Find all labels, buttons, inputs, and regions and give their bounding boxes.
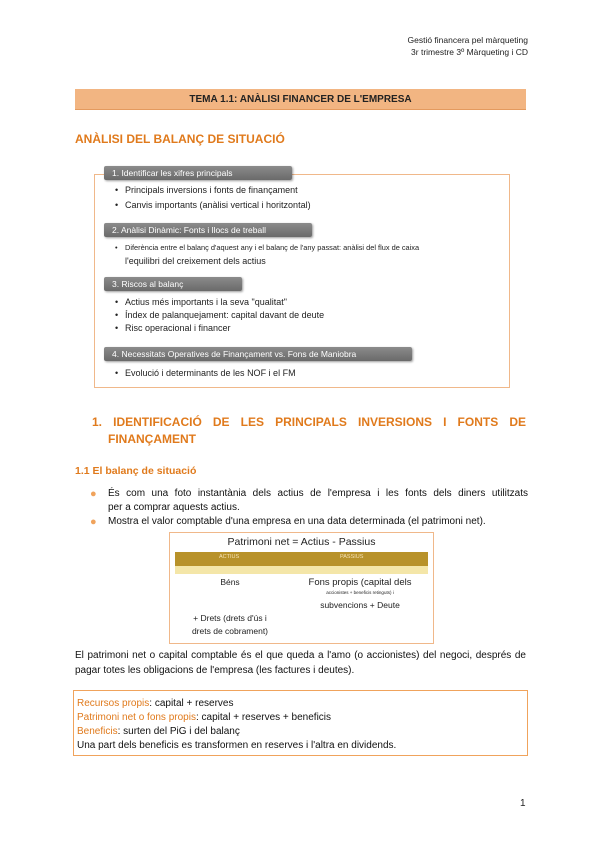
outline-item: • Índex de palanquejament: capital davant de deute — [125, 309, 324, 322]
definition-row — [77, 711, 331, 725]
outline-section-3: 3. Riscos al balanç — [104, 277, 242, 291]
subheading-1-1: 1.1 El balanç de situació — [75, 465, 197, 477]
definition-term: Beneficis — [77, 726, 118, 737]
bullet-text: És com una foto instantània dels actius de l'empresa i les fonts dels diners utilitzats — [108, 488, 528, 499]
heading-1: 1. IDENTIFICACIÓ DE LES PRINCIPALS INVERSIONS I FONTS DE — [92, 415, 526, 429]
bullet-item — [90, 515, 528, 529]
balance-equation: Patrimoni net = Actius - Passius — [227, 536, 376, 548]
bullet-text: Mostra el valor comptable d'una empresa en una data determinada (el patrimoni net). — [108, 516, 486, 527]
outline-item: • Actius més importants i la seva "qualitat" — [125, 296, 287, 309]
outline-section-4: 4. Necessitats Operatives de Finançament vs. Fons de Maniobra — [104, 347, 412, 361]
outline-section-2: 2. Anàlisi Dinàmic: Fonts i llocs de treball — [104, 223, 312, 237]
liabilities-debt: subvencions + Deute — [320, 600, 400, 610]
definition-row — [77, 739, 396, 753]
bullet-dot-icon: ● — [90, 488, 97, 500]
outline-section-1: 1. Identificar les xifres principals — [104, 166, 292, 180]
table-band — [175, 566, 428, 574]
definition-text: : capital + reserves + beneficis — [195, 712, 332, 723]
definition-term: Recursos propis — [77, 698, 150, 709]
outline-item: • Diferència entre el balanç d'aquest any i el balanç de l'any passat: anàlisi del flux de caixa — [125, 242, 419, 254]
outline-item: • Principals inversions i fonts de finançament — [125, 184, 298, 197]
col-assets: ACTIUS — [219, 554, 240, 560]
col-liabilities: PASSIUS — [340, 554, 364, 560]
assets-rights-cont: drets de cobrament) — [191, 626, 269, 636]
section-heading: ANÀLISI DEL BALANÇ DE SITUACIÓ — [75, 132, 285, 146]
definition-text: : capital + reserves — [149, 698, 234, 709]
bullet-item — [90, 487, 528, 515]
header-term: 3r trimestre 3º Màrqueting i CD — [411, 47, 528, 57]
definitions-box — [73, 690, 528, 756]
header-course: Gestió financera pel màrqueting — [407, 35, 528, 45]
assets-goods: Béns — [220, 577, 240, 587]
balance-table — [169, 532, 434, 644]
bullet-text: per a comprar aquests actius. — [108, 502, 240, 513]
definition-text: : surten del PiG i del balanç — [117, 726, 240, 737]
page-header — [408, 34, 529, 58]
outline-item: • Risc operacional i financer — [125, 322, 231, 335]
outline-item-continued: l'equilibri del creixement dels actius — [125, 256, 266, 266]
outline-item: • Canvis importants (anàlisi vertical i horitzontal) — [125, 199, 311, 212]
liabilities-equity-detail: accionistes + beneficis retinguts) i — [326, 590, 394, 595]
definition-row — [77, 697, 233, 711]
definition-term: Patrimoni net o fons propis — [77, 712, 196, 723]
liabilities-equity: Fons propis (capital dels — [308, 577, 412, 588]
page-number: 1 — [520, 798, 526, 809]
definition-text: Una part dels beneficis es transformen en reserves i l'altra en dividends. — [77, 740, 397, 751]
assets-rights: + Drets (drets d'ús i — [193, 613, 267, 623]
definition-row — [77, 725, 240, 739]
table-header-bar — [175, 552, 428, 566]
equity-paragraph: El patrimoni net o capital comptable és el que queda a l'amo (o accionistes) del negoci, després de pagar totes les obligacions de l'empresa (les factures i deutes). — [75, 650, 526, 676]
topic-title-bar: TEMA 1.1: ANÀLISI FINANCER DE L'EMPRESA — [75, 89, 526, 110]
bullet-dot-icon: ● — [90, 516, 97, 528]
heading-1-continued: FINANÇAMENT — [108, 432, 196, 446]
outline-item: • Evolució i determinants de les NOF i el FM — [125, 367, 296, 380]
